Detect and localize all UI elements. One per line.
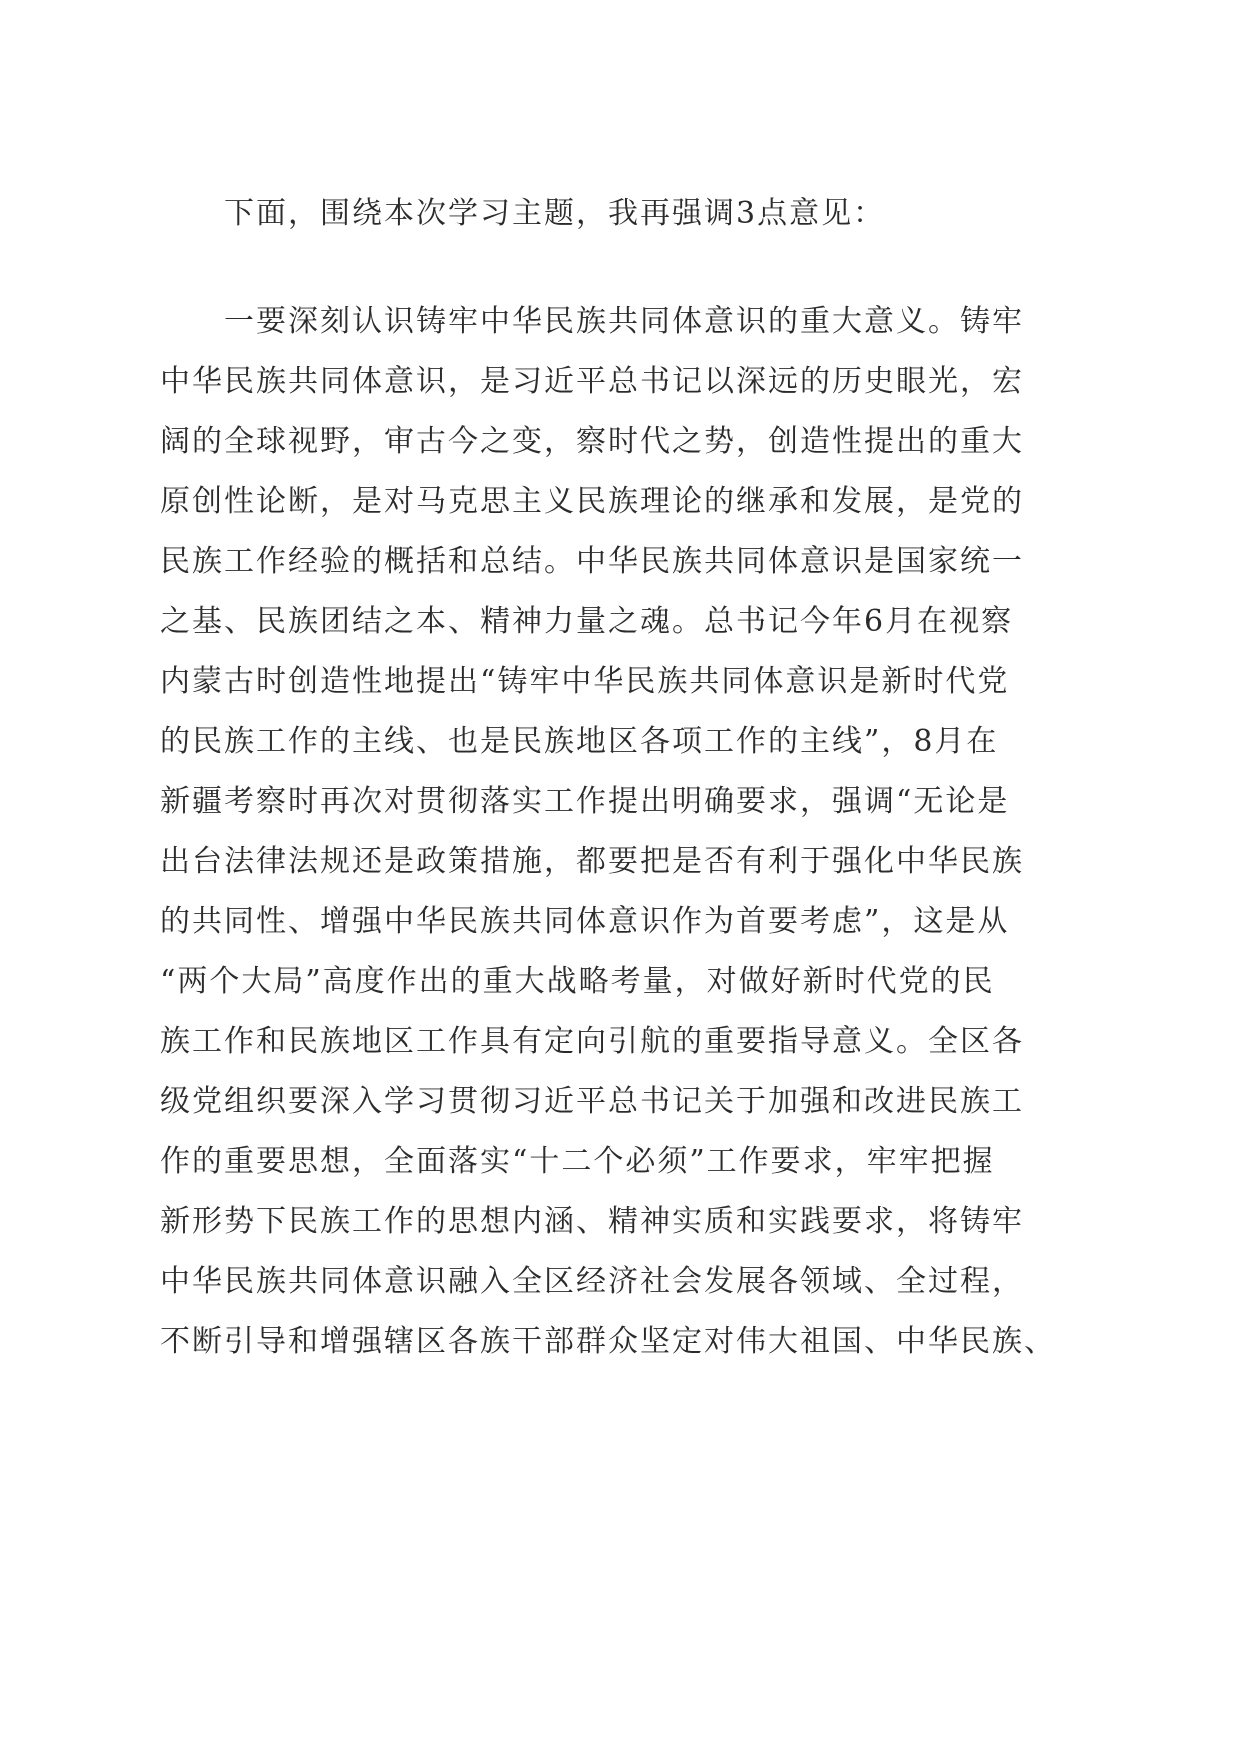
paragraph-line: 不断引导和增强辖区各族干部群众坚定对伟大祖国、中华民族、 (160, 1324, 1056, 1359)
paragraph-line: 内蒙古时创造性地提出“铸牢中华民族共同体意识是新时代党 (160, 664, 1010, 699)
paragraph-line: 新疆考察时再次对贯彻落实工作提出明确要求，强调“无论是 (160, 784, 1010, 819)
paragraph-line: 一要深刻认识铸牢中华民族共同体意识的重大意义。铸牢 (224, 304, 1024, 339)
paragraph-line: 阔的全球视野，审古今之变，察时代之势，创造性提出的重大 (160, 424, 1024, 459)
paragraph-line: 的民族工作的主线、也是民族地区各项工作的主线”，8月在 (160, 724, 999, 759)
paragraph-line: 新形势下民族工作的思想内涵、精神实质和实践要求，将铸牢 (160, 1204, 1024, 1239)
paragraph-line: 民族工作经验的概括和总结。中华民族共同体意识是国家统一 (160, 544, 1024, 579)
paragraph-line: 级党组织要深入学习贯彻习近平总书记关于加强和改进民族工 (160, 1084, 1024, 1119)
paragraph-line: “两个大局”高度作出的重大战略考量，对做好新时代党的民 (160, 964, 995, 999)
intro-paragraph: 下面，围绕本次学习主题，我再强调3点意见： (224, 196, 886, 231)
body-paragraph (160, 292, 1080, 1372)
paragraph-line: 作的重要思想，全面落实“十二个必须”工作要求，牢牢把握 (160, 1144, 995, 1179)
paragraph-line: 之基、民族团结之本、精神力量之魂。总书记今年6月在视察 (160, 604, 1014, 639)
paragraph-line: 中华民族共同体意识，是习近平总书记以深远的历史眼光，宏 (160, 364, 1024, 399)
paragraph-line: 的共同性、增强中华民族共同体意识作为首要考虑”，这是从 (160, 904, 1010, 939)
paragraph-line: 原创性论断，是对马克思主义民族理论的继承和发展，是党的 (160, 484, 1024, 519)
paragraph-line: 出台法律法规还是政策措施，都要把是否有利于强化中华民族 (160, 844, 1024, 879)
paragraph-line: 中华民族共同体意识融入全区经济社会发展各领域、全过程， (160, 1264, 1024, 1299)
paragraph-line: 族工作和民族地区工作具有定向引航的重要指导意义。全区各 (160, 1024, 1024, 1059)
